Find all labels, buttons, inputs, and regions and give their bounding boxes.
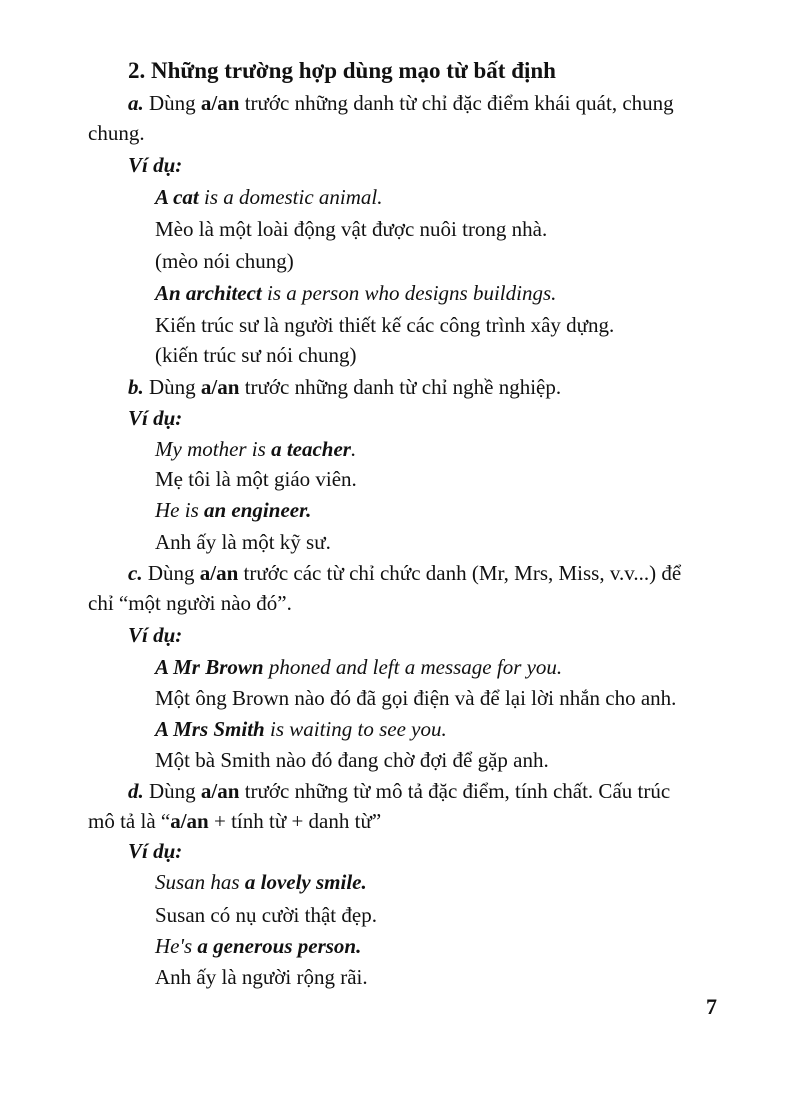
example-label: Ví dụ:: [128, 839, 183, 863]
item-b-intro: b. Dùng a/an trước những danh từ chỉ nghề nghiệp.: [128, 375, 562, 399]
example-translation: Một bà Smith nào đó đang chờ đợi để gặp anh.: [155, 748, 549, 772]
example-translation: Mèo là một loài động vật được nuôi trong nhà.: [155, 217, 548, 241]
keyword: a/an: [200, 375, 240, 399]
item-letter: c.: [128, 561, 143, 585]
page-number: 7: [706, 994, 717, 1019]
item-a-intro-cont: chung.: [88, 121, 145, 145]
example-sentence: An architect is a person who designs buildings.: [155, 281, 557, 305]
example-label: Ví dụ:: [128, 406, 183, 430]
example-note: (mèo nói chung): [155, 249, 294, 273]
item-c-intro-cont: chỉ “một người nào đó”.: [88, 591, 292, 615]
example-sentence: He is an engineer.: [155, 498, 312, 522]
keyword: a/an: [199, 561, 239, 585]
item-letter: d.: [128, 779, 144, 803]
example-translation: Mẹ tôi là một giáo viên.: [155, 467, 357, 491]
item-d-intro-cont: mô tả là “a/an + tính từ + danh từ”: [88, 809, 382, 833]
item-d-intro: d. Dùng a/an trước những từ mô tả đặc điểm, tính chất. Cấu trúc: [128, 779, 671, 803]
keyword: a/an: [200, 779, 240, 803]
example-sentence: My mother is a teacher.: [155, 437, 357, 461]
example-sentence: A cat is a domestic animal.: [155, 185, 383, 209]
example-label: Ví dụ:: [128, 623, 183, 647]
example-translation: Susan có nụ cười thật đẹp.: [155, 903, 377, 927]
item-letter: a.: [128, 91, 144, 115]
example-sentence: A Mr Brown phoned and left a message for you.: [155, 655, 563, 679]
example-translation: Anh ấy là người rộng rãi.: [155, 965, 368, 989]
item-c-intro: c. Dùng a/an trước các từ chỉ chức danh (Mr, Mrs, Miss, v.v...) để: [128, 561, 682, 585]
example-translation: Kiến trúc sư là người thiết kế các công trình xây dựng.: [155, 313, 615, 337]
section-title: 2. Những trường hợp dùng mạo từ bất định: [128, 58, 556, 83]
example-sentence: He's a generous person.: [155, 934, 362, 958]
item-letter: b.: [128, 375, 144, 399]
example-sentence: A Mrs Smith is waiting to see you.: [155, 717, 447, 741]
item-a-intro: a. Dùng a/an trước những danh từ chỉ đặc điểm khái quát, chung: [128, 91, 674, 115]
example-note: (kiến trúc sư nói chung): [155, 343, 357, 367]
keyword: a/an: [200, 91, 240, 115]
example-translation: Một ông Brown nào đó đã gọi điện và để lại lời nhắn cho anh.: [155, 686, 677, 710]
example-label: Ví dụ:: [128, 153, 183, 177]
keyword: a/an: [170, 809, 209, 833]
example-sentence: Susan has a lovely smile.: [155, 870, 367, 894]
example-translation: Anh ấy là một kỹ sư.: [155, 530, 331, 554]
